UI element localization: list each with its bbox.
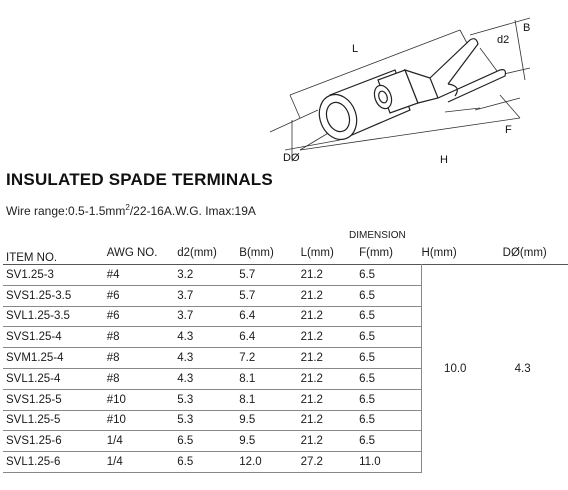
table-row [3, 265, 568, 286]
cell-item-no: SVL1.25-4 [3, 368, 107, 389]
spec-table [3, 228, 568, 473]
cell-l: 21.2 [301, 327, 360, 348]
cell-b: 5.7 [239, 285, 300, 306]
cell-d2: 6.5 [177, 452, 239, 473]
cell-item-no: SVS1.25-6 [3, 431, 107, 452]
cell-f: 6.5 [359, 285, 421, 306]
cell-awg: #4 [107, 265, 178, 286]
label-b: B [523, 22, 531, 34]
label-f: F [505, 124, 512, 136]
cell-d2: 3.7 [177, 285, 239, 306]
cell-awg: #8 [107, 327, 178, 348]
dimension-line-f [475, 98, 520, 110]
table-header-row-1 [3, 228, 568, 242]
cell-b: 9.5 [239, 410, 300, 431]
cell-item-no: SVS1.25-3.5 [3, 285, 107, 306]
cell-awg: #10 [107, 410, 178, 431]
cell-awg: 1/4 [107, 431, 178, 452]
cell-f: 6.5 [359, 410, 421, 431]
cell-b: 7.2 [239, 348, 300, 369]
cell-d2: 5.3 [177, 389, 239, 410]
cell-f: 6.5 [359, 348, 421, 369]
cell-item-no: SVL1.25-5 [3, 410, 107, 431]
cell-l: 21.2 [301, 431, 360, 452]
cell-b: 6.4 [239, 306, 300, 327]
cell-l: 21.2 [301, 306, 360, 327]
cell-l: 21.2 [301, 285, 360, 306]
page-title: INSULATED SPADE TERMINALS [6, 170, 273, 189]
cell-b: 12.0 [239, 452, 300, 473]
cell-l: 21.2 [301, 410, 360, 431]
cell-item-no: SV1.25-3 [3, 265, 107, 286]
cell-d2: 5.3 [177, 410, 239, 431]
cell-item-no: SVL1.25-3.5 [3, 306, 107, 327]
header-f: F(mm) [359, 247, 393, 259]
cell-item-no: SVM1.25-4 [3, 348, 107, 369]
cell-b: 8.1 [239, 389, 300, 410]
cell-f: 6.5 [359, 327, 421, 348]
cell-awg: #8 [107, 348, 178, 369]
cell-d2: 3.2 [177, 265, 239, 286]
cell-b: 9.5 [239, 431, 300, 452]
cell-awg: #6 [107, 306, 178, 327]
cell-awg: #10 [107, 389, 178, 410]
cell-f: 6.5 [359, 306, 421, 327]
cell-f: 6.5 [359, 265, 421, 286]
cell-d2: 4.3 [177, 348, 239, 369]
wire-range-superscript: 2 [125, 203, 130, 212]
cell-f: 11.0 [359, 452, 421, 473]
wire-range [6, 203, 256, 218]
cell-f: 6.5 [359, 368, 421, 389]
cell-f: 6.5 [359, 431, 421, 452]
label-l: L [352, 43, 359, 55]
cell-d2: 4.3 [177, 368, 239, 389]
cell-h-merged: 10.0 [422, 265, 503, 473]
cell-d2: 4.3 [177, 327, 239, 348]
cell-item-no: SVS1.25-5 [3, 389, 107, 410]
cell-awg: #8 [107, 368, 178, 389]
cell-awg: 1/4 [107, 452, 178, 473]
cell-f: 6.5 [359, 389, 421, 410]
cell-l: 27.2 [301, 452, 360, 473]
cell-l: 21.2 [301, 368, 360, 389]
header-d2: d2(mm) [177, 247, 217, 259]
label-d2: d2 [497, 34, 510, 46]
header-item-no: ITEM NO. [6, 252, 58, 264]
wire-range-suffix: /22-16A.W.G. Imax:19A [129, 204, 256, 218]
cell-b: 8.1 [239, 368, 300, 389]
cell-d-merged: 4.3 [514, 362, 531, 375]
header-b: B(mm) [239, 247, 274, 259]
cell-d2: 6.5 [177, 431, 239, 452]
dimension-line-b [470, 18, 530, 35]
header-l: L(mm) [300, 247, 334, 259]
spade-terminal-drawing [0, 0, 568, 170]
cell-b: 6.4 [239, 327, 300, 348]
cell-b: 5.7 [239, 265, 300, 286]
label-h: H [440, 154, 448, 166]
cell-l: 21.2 [301, 348, 360, 369]
header-dimension: DIMENSION [349, 229, 406, 241]
cell-d2: 3.7 [177, 306, 239, 327]
cell-item-no: SVL1.25-6 [3, 452, 107, 473]
header-h: H(mm) [421, 247, 457, 259]
header-awg: AWG NO. [106, 247, 158, 259]
label-d: DØ [283, 152, 300, 164]
cell-l: 21.2 [301, 389, 360, 410]
table-body [3, 265, 568, 473]
cell-l: 21.2 [301, 265, 360, 286]
header-d: DØ(mm) [502, 247, 547, 259]
wire-range-prefix: Wire range:0.5-1.5mm [6, 204, 126, 218]
dimension-line-d [270, 110, 318, 132]
cell-awg: #6 [107, 285, 178, 306]
cell-item-no: SVS1.25-4 [3, 327, 107, 348]
terminal-body [313, 39, 505, 145]
